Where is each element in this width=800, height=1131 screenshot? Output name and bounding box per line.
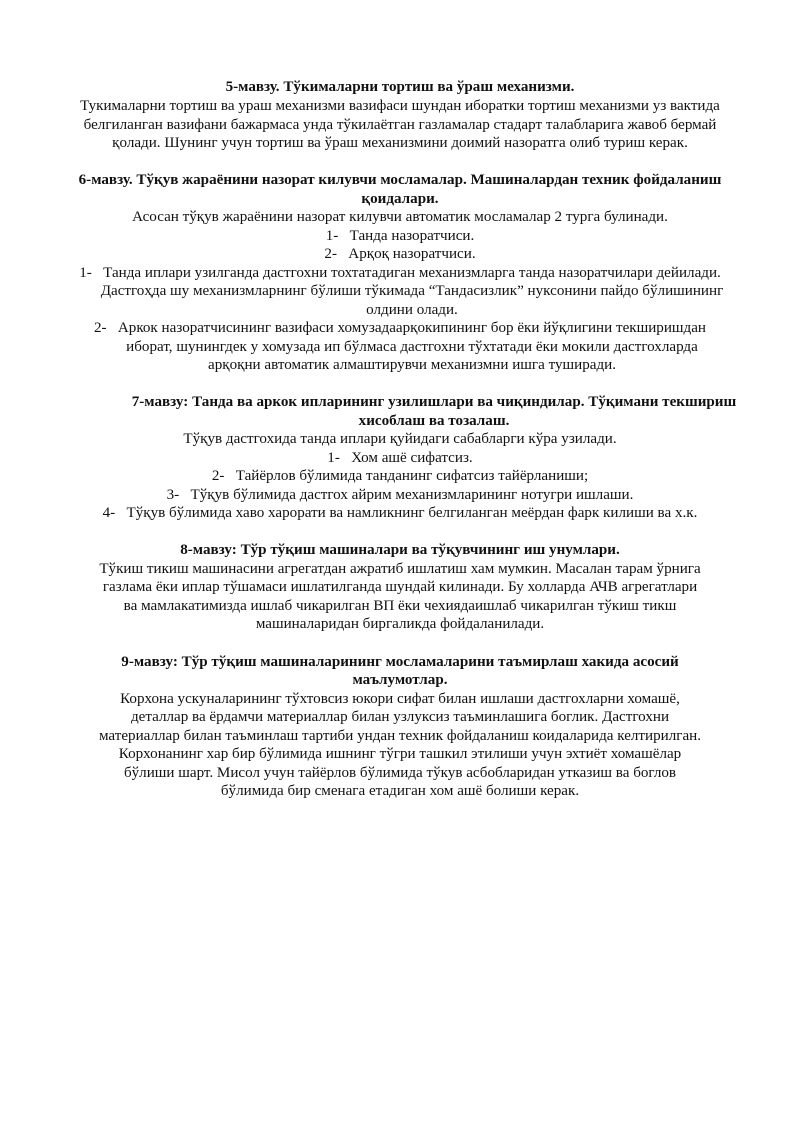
list-number: 1- — [327, 450, 340, 466]
list-text: Арқоқ назоратчиси. — [348, 246, 476, 262]
list-text: Тайёрлов бўлимида танданинг сифатсиз тайёрланиши; — [235, 468, 589, 484]
section-9-body-line: Корхонанинг хар бир бўлимида ишнинг тўгри ташкил этилиши учун эхтиёт хомашёлар — [118, 746, 682, 762]
numbered-paragraph-line — [50, 319, 750, 338]
section-9-body-line: бўлиши шарт. Мисол учун тайёрлов бўлимида тўкув асбобларидан утказиш ва боглов — [123, 765, 677, 781]
paragraph-text: Аркок назоратчисининг вазифаси хомузадаарқокипининг бор ёки йўқлигини текширишдан — [117, 320, 707, 336]
section-9-body-line: бўлимида бир сменага етадиган хом ашё болиши керак. — [220, 783, 580, 799]
list-item — [50, 504, 750, 523]
list-text: Хом ашё сифатсиз. — [351, 450, 473, 466]
section-5-body-line: қолади. Шунинг учун тортиш ва ўраш механизмини доимий назоратга олиб туриш керак. — [112, 135, 688, 151]
list-item — [50, 245, 750, 264]
list-item — [50, 467, 750, 486]
list-text: Тўқув бўлимида дастгох айрим механизмларининг нотугри ишлаши. — [190, 487, 634, 503]
section-6-intro: Асосан тўқув жараёнини назорат килувчи автоматик мосламалар 2 турга булинади. — [132, 209, 668, 225]
section-7-heading: хисоблаш ва тозалаш. — [358, 413, 510, 429]
section-6-heading: 6-мавзу. Тўқув жараёнини назорат килувчи мосламалар. Машиналардан техник фойдаланиш — [78, 172, 722, 188]
list-text: Тўқув бўлимида хаво харорати ва намликнинг белгиланган меёрдан фарк килиши ва х.к. — [126, 505, 698, 521]
list-number: 2- — [93, 320, 107, 336]
section-8-heading: 8-мавзу: Тўр тўқиш машиналари ва тўқувчининг иш унумлари. — [180, 542, 620, 558]
paragraph-text: Танда иплари узилганда дастгохни тохтатадиган механизмларга танда назоратчилари дейилади. — [103, 265, 721, 281]
section-8-body-line: ва мамлакатимизда ишлаб чикарилган ВП ёки чехиядаишлаб чикарилган тўкиш тикш — [123, 598, 677, 614]
numbered-paragraph-line: Дастгоҳда шу механизмларнинг бўлиши тўкимада “Тандасизлик” нуксонини пайдо бўлишининг — [100, 283, 724, 299]
section-8-body-line: машиналаридан биргаликда фойдаланилади. — [255, 616, 545, 632]
numbered-paragraph-line: олдини олади. — [366, 302, 458, 318]
section-9-body-line: Корхона ускуналарининг тўхтовсиз юкори сифат билан ишлаши дастгохларни хомашё, — [120, 691, 680, 707]
section-9-heading: маълумотлар. — [352, 672, 448, 688]
list-item — [50, 486, 750, 505]
list-text: Танда назоратчиси. — [349, 228, 475, 244]
numbered-paragraph-line: иборат, шунингдек у хомузада ип бўлмаса дастгохни тўхтатади ёки мокили дастгохларда — [126, 339, 698, 355]
section-5-heading: 5-мавзу. Тўкималарни тортиш ва ўраш механизми. — [225, 79, 575, 95]
section-8-body-line: газлама ёки иплар тўшамаси ишлатилганда шундай килинади. Бу холларда АЧВ агрегатлари — [102, 579, 698, 595]
section-8-body-line: Тўкиш тикиш машинасини агрегатдан ажратиб ишлатиш хам мумкин. Масалан тарам ўрнига — [99, 561, 701, 577]
list-item — [50, 227, 750, 246]
list-number: 3- — [166, 487, 180, 503]
section-9-body-line: материаллар билан таъминлаш тартиби ундан техник фойдаланиш коидаларида келтирилган. — [98, 728, 701, 744]
list-number: 1- — [79, 265, 92, 281]
numbered-paragraph-line: арқоқни автоматик алмаштирувчи механизмни ишга туширади. — [208, 357, 616, 373]
section-5-body-line: Тукималарни тортиш ва ураш механизми вазифаси шундан иборатки тортиш механизми уз вактида — [80, 98, 720, 114]
list-number: 1- — [325, 228, 339, 244]
section-7-intro: Тўқув дастгохида танда иплари қуйидаги сабабларги кўра узилади. — [183, 431, 617, 447]
list-number: 2- — [324, 246, 337, 262]
section-9-body-line: деталлар ва ёрдамчи материаллар билан узлуксиз таъминлашига боглик. Дастгохни — [130, 709, 670, 725]
list-number: 4- — [102, 505, 116, 521]
section-5-body-line: белгиланган вазифани бажармаса унда тўкилаётган газламалар стадарт талабларига жавоб бермай — [83, 117, 717, 133]
list-number: 2- — [211, 468, 225, 484]
numbered-paragraph-line — [50, 264, 750, 283]
section-7-heading: 7-мавзу: Танда ва аркок ипларининг узилишлари ва чиқиндилар. Тўқимани текшириш — [131, 394, 737, 410]
section-6-heading: қоидалари. — [361, 191, 439, 207]
list-item — [50, 449, 750, 468]
section-9-heading: 9-мавзу: Тўр тўқиш машиналарининг мосламаларини таъмирлаш хакида асосий — [121, 654, 679, 670]
